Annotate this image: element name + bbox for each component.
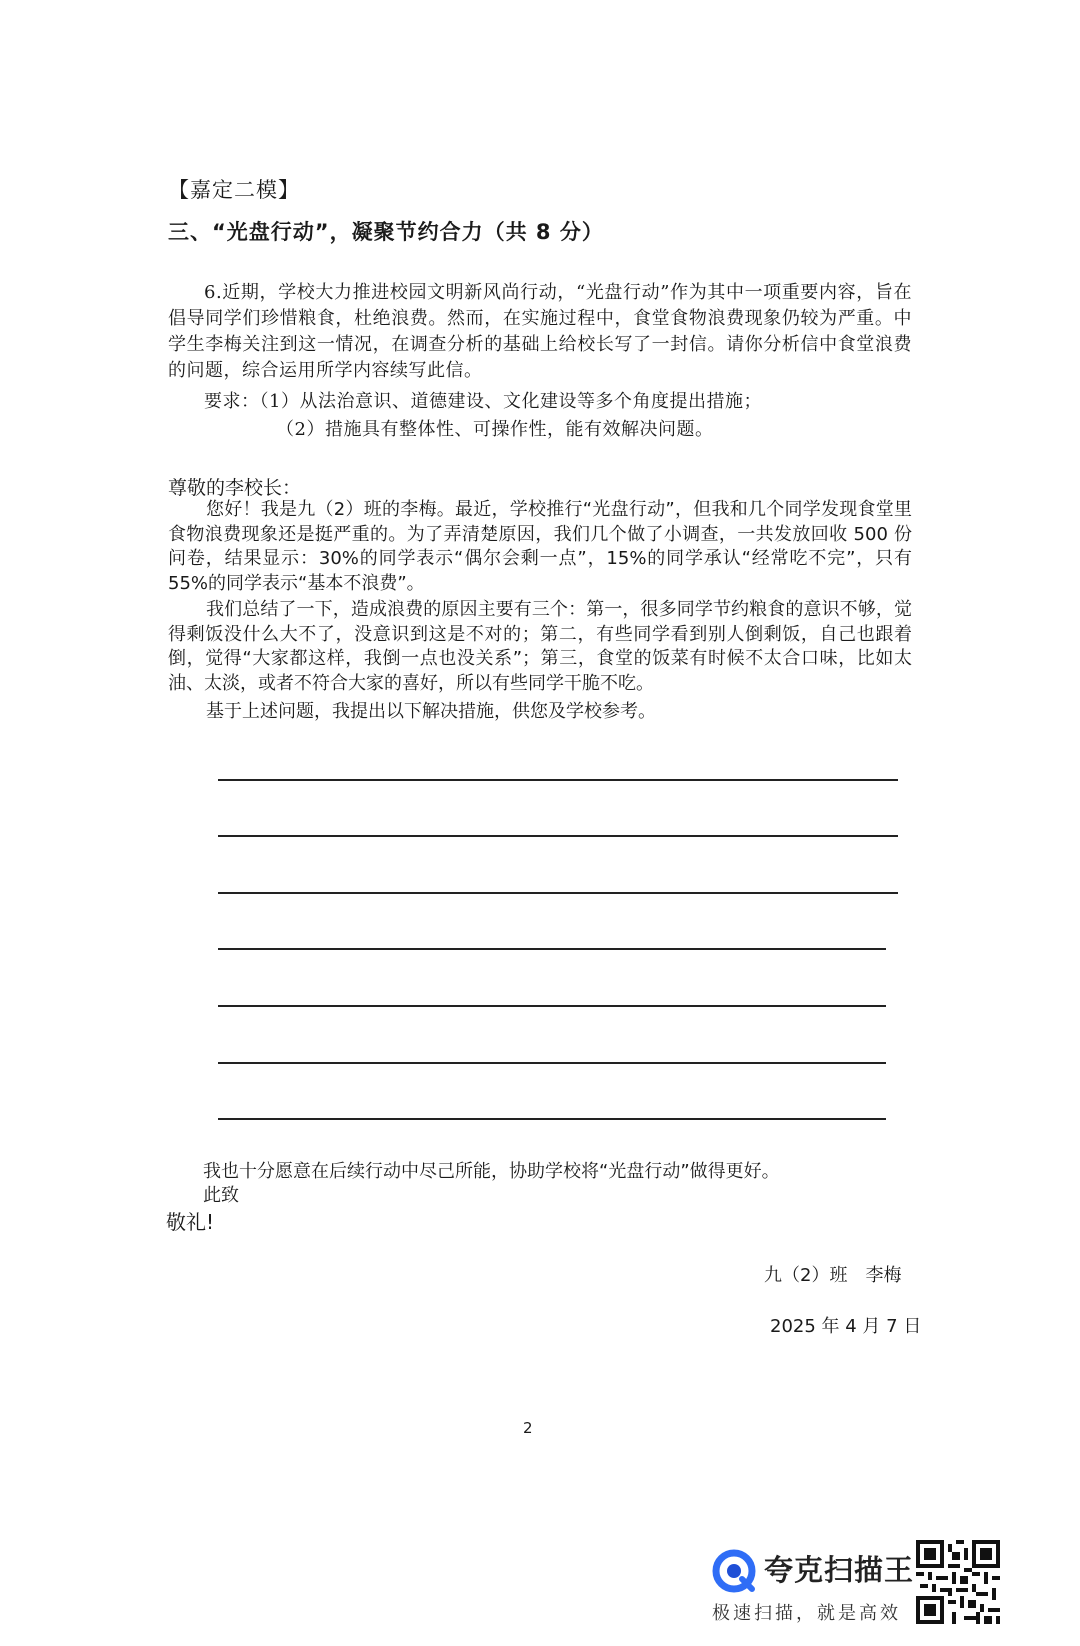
answer-line[interactable] bbox=[218, 1118, 886, 1120]
letter-paragraph-1 bbox=[168, 498, 912, 596]
quark-logo-icon bbox=[712, 1549, 756, 1593]
answer-line[interactable] bbox=[218, 835, 898, 837]
letter-closing: 我也十分愿意在后续行动中尽己所能，协助学校将“光盘行动”做得更好。 bbox=[203, 1161, 780, 1182]
source-tag: 【嘉定二模】 bbox=[168, 178, 300, 202]
page-number: 2 bbox=[523, 1419, 533, 1437]
question-stem: 6.近期，学校大力推进校园文明新风尚行动，“光盘行动”作为其中一项重要内容，旨在倡导同学们珍惜粮食，杜绝浪费。然而，在实施过程中，食堂食物浪费现象仍较为严重。中学生李梅关注到这一情况，在调查分析的基础上给校长写了一封信。请你分析信中食堂浪费的问题，综合运用所学内容续写此信。 bbox=[168, 282, 912, 381]
letter-date: 2025 年 4 月 7 日 bbox=[770, 1316, 922, 1337]
answer-line[interactable] bbox=[218, 1005, 886, 1007]
letter-paragraph-3-text: 基于上述问题，我提出以下解决措施，供您及学校参考。 bbox=[206, 701, 656, 722]
qr-code-icon bbox=[916, 1540, 1000, 1624]
watermark-app-name: 夸克扫描王 bbox=[764, 1553, 915, 1587]
answer-line[interactable] bbox=[218, 1062, 886, 1064]
answer-line[interactable] bbox=[218, 779, 898, 781]
letter-paragraph-1-text: 您好！我是九（2）班的李梅。最近，学校推行“光盘行动”，但我和几个同学发现食堂里食物浪费现象还是挺严重的。为了弄清楚原因，我们几个做了小调查，一共发放回收 500 份问卷，结果显示：30%的同学表示“偶尔会剩一点”，15%的同学承认“经常吃不完”，只有 55%的同学表示“基本不浪费”。 bbox=[168, 499, 912, 594]
question-block bbox=[168, 280, 912, 384]
section-title: 三、“光盘行动”，凝聚节约合力（共 8 分） bbox=[168, 220, 604, 244]
letter-paragraph-2 bbox=[168, 598, 912, 696]
letter-cizhi: 此致 bbox=[203, 1185, 239, 1206]
letter-signature: 九（2）班 李梅 bbox=[764, 1265, 902, 1286]
answer-line[interactable] bbox=[218, 892, 898, 894]
letter-jingli: 敬礼! bbox=[166, 1210, 215, 1234]
requirement-1: 要求：（1）从法治意识、道德建设、文化建设等多个角度提出措施； bbox=[204, 391, 762, 412]
answer-line[interactable] bbox=[218, 948, 886, 950]
requirement-2: （2）措施具有整体性、可操作性，能有效解决问题。 bbox=[276, 419, 714, 440]
letter-paragraph-3 bbox=[168, 700, 912, 725]
letter-paragraph-2-text: 我们总结了一下，造成浪费的原因主要有三个：第一，很多同学节约粮食的意识不够，觉得剩饭没什么大不了，没意识到这是不对的；第二，有些同学看到别人倒剩饭，自己也跟着倒，觉得“大家都这样，我倒一点也没关系”；第三，食堂的饭菜有时候不太合口味，比如太油、太淡，或者不符合大家的喜好，所以有些同学干脆不吃。 bbox=[168, 599, 912, 694]
letter-salutation: 尊敬的李校长： bbox=[168, 477, 302, 499]
watermark-slogan: 极速扫描，就是高效 bbox=[712, 1603, 901, 1624]
